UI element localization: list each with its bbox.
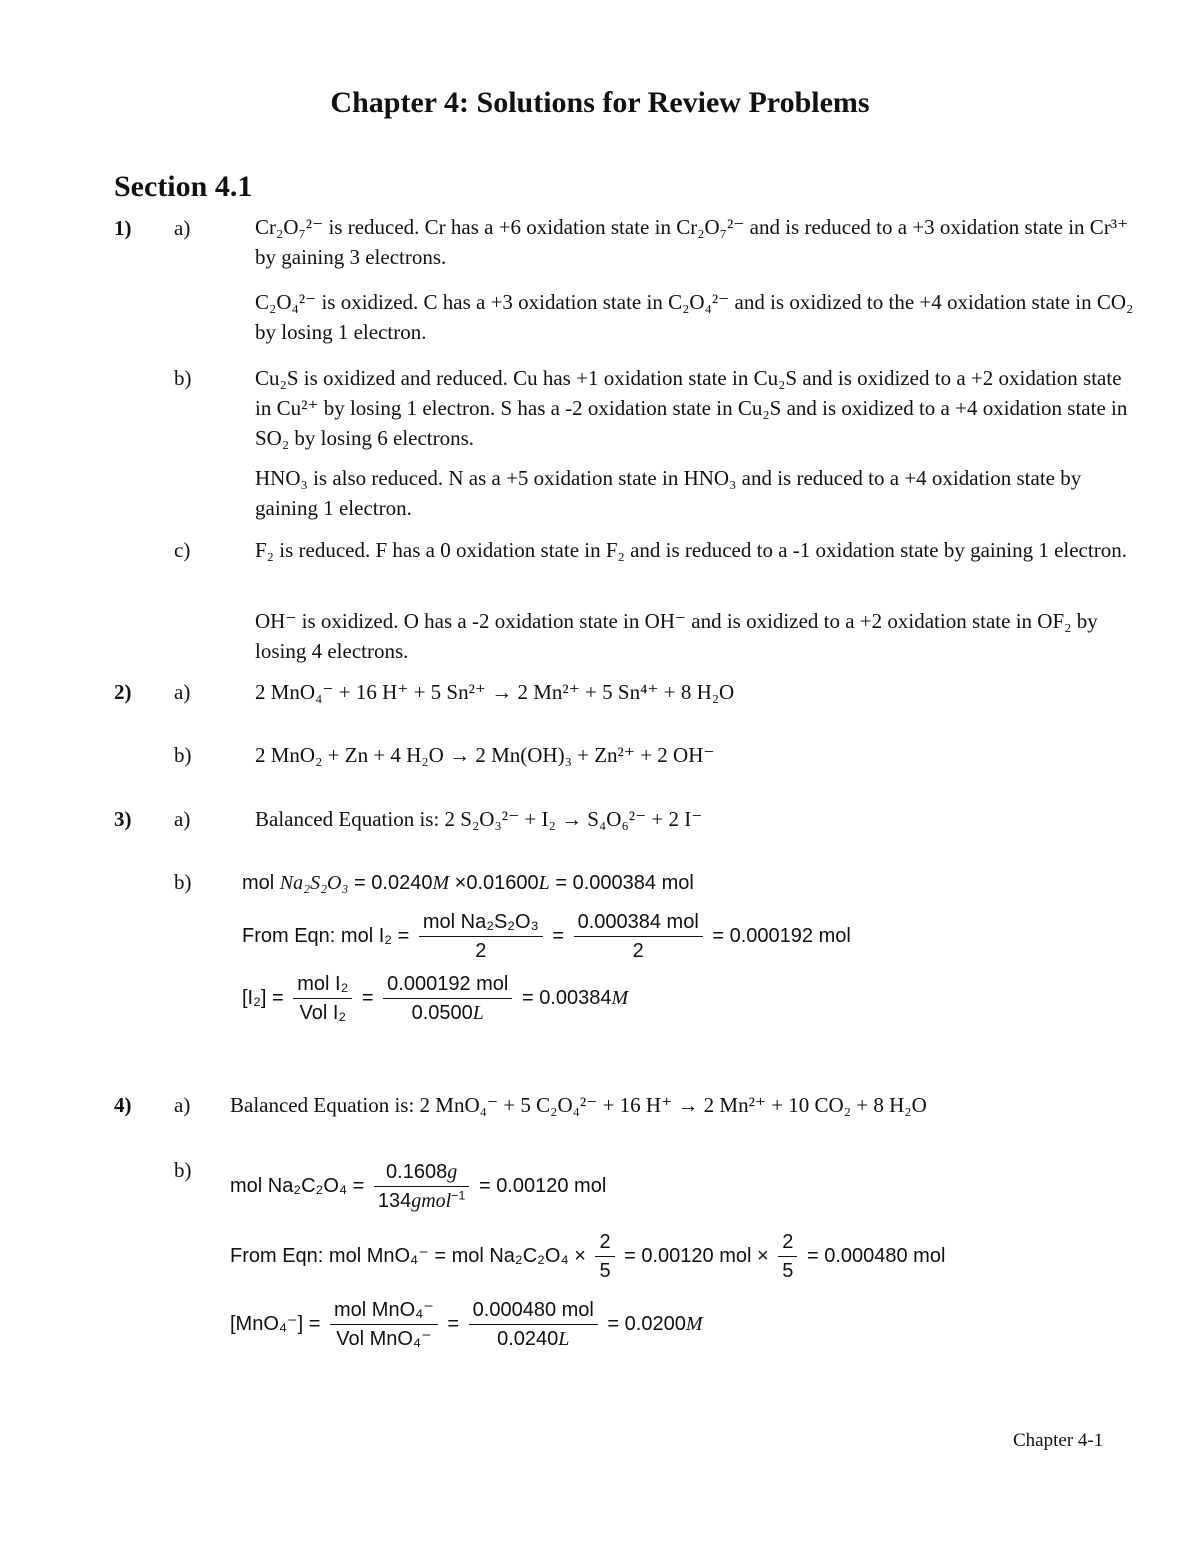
part-label-1c: c) [174,538,191,562]
fraction-mol-over-2: $\frac{\text{mol Na₂S₂O₃}}{2}$ [419,908,543,965]
problem-number-4: 4) [114,1093,132,1117]
equation-4a: Balanced Equation is: 2 MnO₄⁻ + 5 C₂O₄²⁻ + 16 H⁺ → 2 Mn²⁺ + 10 CO₂ + 8 H₂O [230,1093,927,1117]
part-label-2a: a) [174,680,191,704]
part-label-4b: b) [174,1158,192,1182]
mol-label: mol [242,872,275,894]
fraction-mol-over-vol-mno4: $\frac{\text{mol MnO₄⁻}}{\text{Vol MnO₄⁻}}$ [330,1296,438,1353]
part-label-1b: b) [174,366,192,390]
fraction-mol-over-vol: $\frac{\text{mol I₂}}{\text{Vol I₂}}$ [293,970,352,1027]
calc-3b-line3: [I₂] = $\frac{\text{mol I₂}}{\text{Vol I₂}}$ = $\frac{\text{0.000192 mol}}{0.0500L}$ = 0.00384M [242,970,628,1027]
part-label-1a: a) [174,216,191,240]
fraction-mass-over-molar-mass: $\frac{0.1608g}{134gmol^{-1}}$ [374,1158,470,1215]
calc-4b-line1: mol Na₂C₂O₄ = $\frac{0.1608g}{134gmol^{-1}}$ = 0.00120 mol [230,1158,606,1215]
fraction-value-over-2: $\frac{\text{0.000384 mol}}{2}$ [574,908,703,965]
part-label-4a: a) [174,1093,191,1117]
problem-number-2: 2) [114,680,132,704]
calc-3b-line1: mol Na₂S₂O₃ = 0.0240M ×0.01600L = 0.000384 mol [242,872,694,894]
equation-2a: 2 MnO₄⁻ + 16 H⁺ + 5 Sn²⁺ → 2 Mn²⁺ + 5 Sn⁴⁺ + 8 H₂O [255,680,735,704]
calc-4b-line2: From Eqn: mol MnO₄⁻ = mol Na₂C₂O₄ × $\frac{2}{5}$ = 0.00120 mol × $\frac{2}{5}$ = 0.000480 mol [230,1228,945,1285]
result-conc-permanganate: 0.0200M [624,1312,703,1335]
equation-2b: 2 MnO₂ + Zn + 4 H₂O → 2 Mn(OH)₃ + Zn²⁺ + 2 OH⁻ [255,743,715,767]
page-footer: Chapter 4-1 [1013,1430,1104,1451]
solution-1a-part2: C₂O₄²⁻ is oxidized. C has a +3 oxidation state in C₂O₄²⁻ and is oxidized to the +4 oxidation state in CO₂ by losing 1 electron. [255,290,1134,344]
solution-1b-part1: Cu₂S is oxidized and reduced. Cu has +1 oxidation state in Cu₂S and is oxidized to a +2 oxidation state in Cu²⁺ by losing 1 electron. S has a -2 oxidation state in Cu₂S and is oxidized to a +4 oxidation state in SO₂ by losing 6 electrons. [255,366,1128,450]
solution-1c-part2: OH⁻ is oxidized. O has a -2 oxidation state in OH⁻ and is oxidized to a +2 oxidation state in OF₂ by losing 4 electrons. [255,609,1098,663]
problem-number-3: 3) [114,807,132,831]
part-label-2b: b) [174,743,192,767]
fraction-value-over-volume: $\frac{\text{0.000192 mol}}{0.0500L}$ [383,970,512,1027]
calc-3b-line2: From Eqn: mol I₂ = $\frac{\text{mol Na₂S₂O₃}}{2}$ = $\frac{\text{0.000384 mol}}{2}$ = 0.000192 mol [242,908,851,965]
result-mol-permanganate: 0.000480 mol [824,1244,946,1267]
equation-3a: Balanced Equation is: 2 S₂O₃²⁻ + I₂ → S₄O₆²⁻ + 2 I⁻ [255,807,703,831]
part-label-3b: b) [174,870,192,894]
problem-number-1: 1) [114,216,132,240]
result-conc-iodine: 0.00384M [539,986,629,1009]
solution-1c-part1: F₂ is reduced. F has a 0 oxidation state in F₂ and is reduced to a -1 oxidation state by gaining 1 electron. [255,538,1127,562]
species-na2s2o3: Na₂S₂O₃ [279,872,349,894]
calc-4b-line3: [MnO₄⁻] = $\frac{\text{mol MnO₄⁻}}{\text{Vol MnO₄⁻}}$ = $\frac{\text{0.000480 mol}}{0.0240L}$ = 0.0200M [230,1296,703,1353]
result-mol-thiosulfate: 0.000384 mol [572,872,694,894]
page-title: Chapter 4: Solutions for Review Problems [330,86,870,119]
solution-1b-part2: HNO₃ is also reduced. N as a +5 oxidation state in HNO₃ and is reduced to a +4 oxidation state by gaining 1 electron. [255,466,1082,520]
result-mol-oxalate: 0.00120 mol [496,1174,607,1197]
result-mol-iodine: 0.000192 mol [729,924,851,947]
solution-1a-part1: Cr₂O₇²⁻ is reduced. Cr has a +6 oxidation state in Cr₂O₇²⁻ and is reduced to a +3 oxidation state in Cr³⁺ by gaining 3 electrons. [255,215,1129,269]
fraction-value-over-volume-mno4: $\frac{\text{0.000480 mol}}{0.0240L}$ [469,1296,598,1353]
fraction-two-fifths: $\frac{2}{5}$ [595,1228,614,1285]
part-label-3a: a) [174,807,191,831]
fraction-two-fifths-2: $\frac{2}{5}$ [778,1228,797,1285]
section-heading: Section 4.1 [114,170,253,203]
